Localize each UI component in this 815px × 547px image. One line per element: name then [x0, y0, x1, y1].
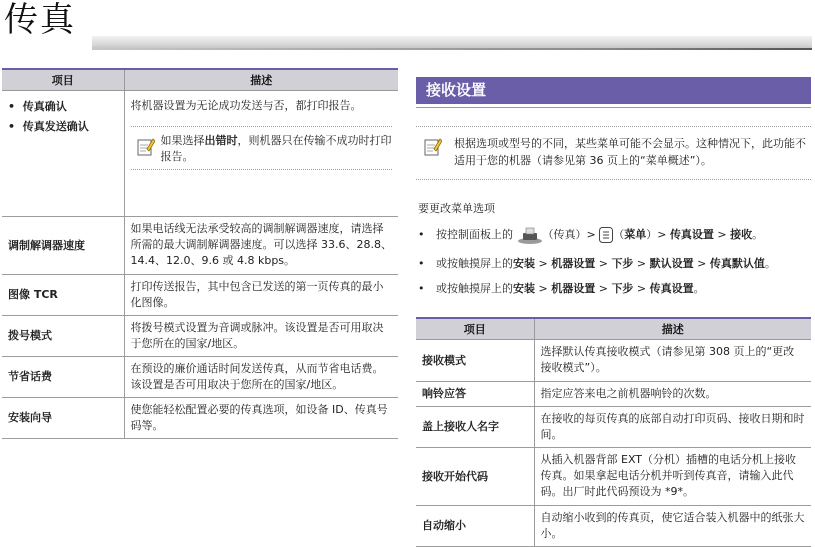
table-row [416, 340, 811, 382]
row-key: 安装向导 [2, 398, 124, 439]
desc-text: 将机器设置为无论成功发送与否，都打印报告。 [130, 99, 362, 112]
row-desc: 在预设的廉价通话时间发送传真，从而节省电话费。该设置是否可用取决于您所在的国家/地区。 [124, 357, 398, 398]
note-box [131, 126, 393, 170]
row-key: 接收模式 [416, 340, 534, 382]
text: 机器设置 [551, 257, 596, 270]
note-text [161, 133, 393, 165]
note-box [416, 126, 811, 180]
row-key: 接收开始代码 [416, 448, 534, 506]
right-settings-table [416, 317, 811, 547]
table-row [2, 91, 398, 217]
table-row [416, 448, 811, 506]
table-row [416, 407, 811, 448]
menu-path-2 [418, 256, 776, 272]
table-header-item: 项目 [2, 69, 124, 91]
menu-path-1 [418, 226, 763, 244]
left-settings-table [2, 68, 398, 439]
table-row [2, 316, 398, 357]
text: 传真默认值 [709, 257, 765, 270]
key-bullet-2: • 传真发送确认 [8, 120, 89, 133]
text: ）> [646, 228, 670, 241]
table-header-item: 项目 [416, 318, 534, 340]
menu-icon [599, 227, 613, 243]
text: 传真设置 [669, 228, 714, 241]
row-key: 调制解调器速度 [2, 217, 124, 275]
row-desc: 指定应答来电之前机器响铃的次数。 [534, 382, 811, 407]
note-bold: 出错时 [204, 134, 238, 147]
text: （ [613, 228, 625, 241]
row-keys [2, 91, 124, 217]
note-pencil-icon [424, 137, 442, 157]
bullet: • [418, 282, 425, 295]
bullet: • [418, 257, 425, 270]
text: 安装 [513, 282, 535, 295]
row-key: 拨号模式 [2, 316, 124, 357]
text: 。 [764, 257, 776, 270]
title-rule-accent [92, 48, 812, 50]
note-post: ，则机器只在传输不成功时打印报告。 [160, 134, 392, 163]
text: > [693, 257, 710, 270]
key-bullet-1: • 传真确认 [8, 100, 67, 113]
table-header-desc: 描述 [124, 69, 398, 91]
row-key: 图像 TCR [2, 275, 124, 316]
table-row [2, 398, 398, 439]
text: 。 [752, 228, 764, 241]
row-key: 节省话费 [2, 357, 124, 398]
text: 下步 [611, 282, 634, 295]
text: 下步 [611, 257, 634, 270]
table-row [2, 357, 398, 398]
page-title: 传真 [4, 0, 76, 40]
row-key: 盖上接收人名字 [416, 407, 534, 448]
table-row [416, 506, 811, 547]
text: 机器设置 [551, 282, 596, 295]
text: 传真设置 [649, 282, 694, 295]
text: 默认设置 [649, 257, 694, 270]
text: > [535, 282, 552, 295]
text: （传真）> [542, 228, 596, 241]
row-desc: 使您能轻松配置必要的传真选项，如设备 ID、传真号码等。 [124, 398, 398, 439]
text: 或按触摸屏上的 [436, 282, 513, 295]
section-rule [416, 107, 811, 108]
text: 或按触摸屏上的 [436, 257, 513, 270]
table-row [416, 382, 811, 407]
text: > [633, 257, 650, 270]
row-desc [124, 91, 398, 217]
text: 接收 [730, 228, 753, 241]
table-row [2, 217, 398, 275]
row-desc: 自动缩小收到的传真页，使它适合装入机器中的纸张大小。 [534, 506, 811, 547]
menu-path-3 [418, 281, 705, 297]
section-header: 接收设置 [416, 77, 811, 104]
row-desc: 从插入机器背部 EXT（分机）插槽的电话分机上接收传真。如果拿起电话分机并听到传真音，请输入此代码。出厂时此代码预设为 *9*。 [534, 448, 811, 506]
text: > [535, 257, 552, 270]
text: 。 [693, 282, 705, 295]
table-header-desc: 描述 [534, 318, 811, 340]
text: > [633, 282, 650, 295]
row-desc: 如果电话线无法承受较高的调制解调器速度，请选择所需的最大调制解调器速度。可以选择 33.6、28.8、14.4、12.0、9.6 或 4.8 kbps。 [124, 217, 398, 275]
text: 安装 [513, 257, 535, 270]
note-pencil-icon [137, 137, 155, 157]
note-text: 根据选项或型号的不同，某些菜单可能不会显示。这种情况下，此功能不适用于您的机器（请参见第 36 页上的“菜单概述”）。 [454, 137, 806, 167]
row-desc: 选择默认传真接收模式（请参见第 308 页上的“更改接收模式”）。 [534, 340, 811, 382]
row-key: 响铃应答 [416, 382, 534, 407]
text: > [595, 282, 612, 295]
table-row [2, 275, 398, 316]
key-label: 传真发送确认 [22, 120, 89, 133]
note-pre: 如果选择 [160, 134, 205, 147]
fax-icon [517, 226, 543, 244]
text: > [595, 257, 612, 270]
text: > [713, 228, 731, 241]
row-desc: 将拨号模式设置为音调或脉冲。该设置是否可用取决于您所在的国家/地区。 [124, 316, 398, 357]
row-key: 自动缩小 [416, 506, 534, 547]
text: 按控制面板上的 [436, 228, 513, 241]
text: 菜单 [624, 228, 647, 241]
row-desc: 打印传送报告，其中包含已发送的第一页传真的最小化图像。 [124, 275, 398, 316]
bullet: • [418, 228, 425, 241]
intro-text: 要更改菜单选项 [418, 202, 495, 215]
key-label: 传真确认 [22, 100, 67, 113]
row-desc: 在接收的每页传真的底部自动打印页码、接收日期和时间。 [534, 407, 811, 448]
